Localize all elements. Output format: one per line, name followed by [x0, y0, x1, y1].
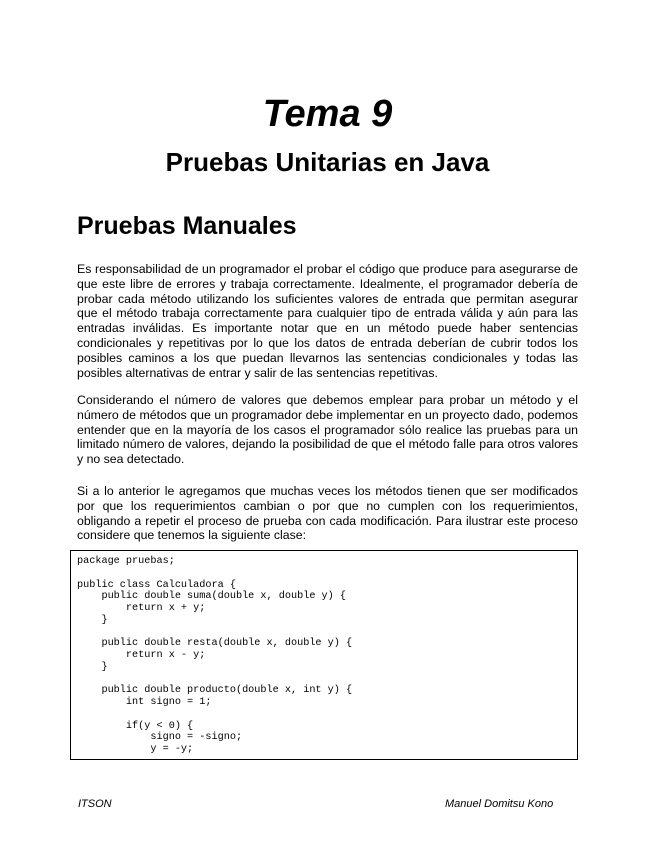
- footer-author: Manuel Domitsu Kono: [445, 798, 554, 810]
- paragraph: Si a lo anterior le agregamos que muchas veces los métodos tienen que ser modificados por que los requerimientos cambian o por que no cumplen con los requerimientos, obligando a repetir el proceso de prueba con cada modificación. Para ilustrar este proceso considere que tenemos la siguiente clase:: [77, 484, 578, 543]
- footer-institution: ITSON: [78, 798, 112, 810]
- section-heading: Pruebas Manuales: [77, 212, 297, 240]
- chapter-title: Tema 9: [262, 93, 393, 135]
- paragraph: Considerando el número de valores que debemos emplear para probar un método y el número de métodos que un programador debe implementar en un proyecto dado, podemos entender que en la mayoría de los casos el programador sólo realice las pruebas para un limitado número de valores, dejando la posibilidad de que el método falle para otros valores y no sea detectado.: [77, 393, 578, 467]
- paragraph: Es responsabilidad de un programador el probar el código que produce para asegurarse de que este libre de errores y trabaja correctamente. Idealmente, el programador debería de probar cada método utilizando los suficientes valores de entrada que permitan asegurar que el método trabaja correctamente para cualquier tipo de entrada válida y aún para las entradas inválidas. Es importante notar que en un método puede haber sentencias condicionales y repetitivas por lo que los datos de entrada deberían de cubrir todos los posibles caminos a los que puedan llevarnos las sentencias condicionales y todas las posibles alternativas de entrar y salir de las sentencias repetitivas.: [77, 262, 578, 380]
- code-text: package pruebas; public class Calculadora { public double suma(double x, double y) { return x + y; } public double resta(double x, double y) { return x - y; } public double producto(double x, int y) { int signo = 1; if(y < 0) { signo = -signo; y = -y;: [77, 556, 353, 755]
- document-subtitle: Pruebas Unitarias en Java: [165, 147, 490, 177]
- code-listing: [70, 550, 578, 760]
